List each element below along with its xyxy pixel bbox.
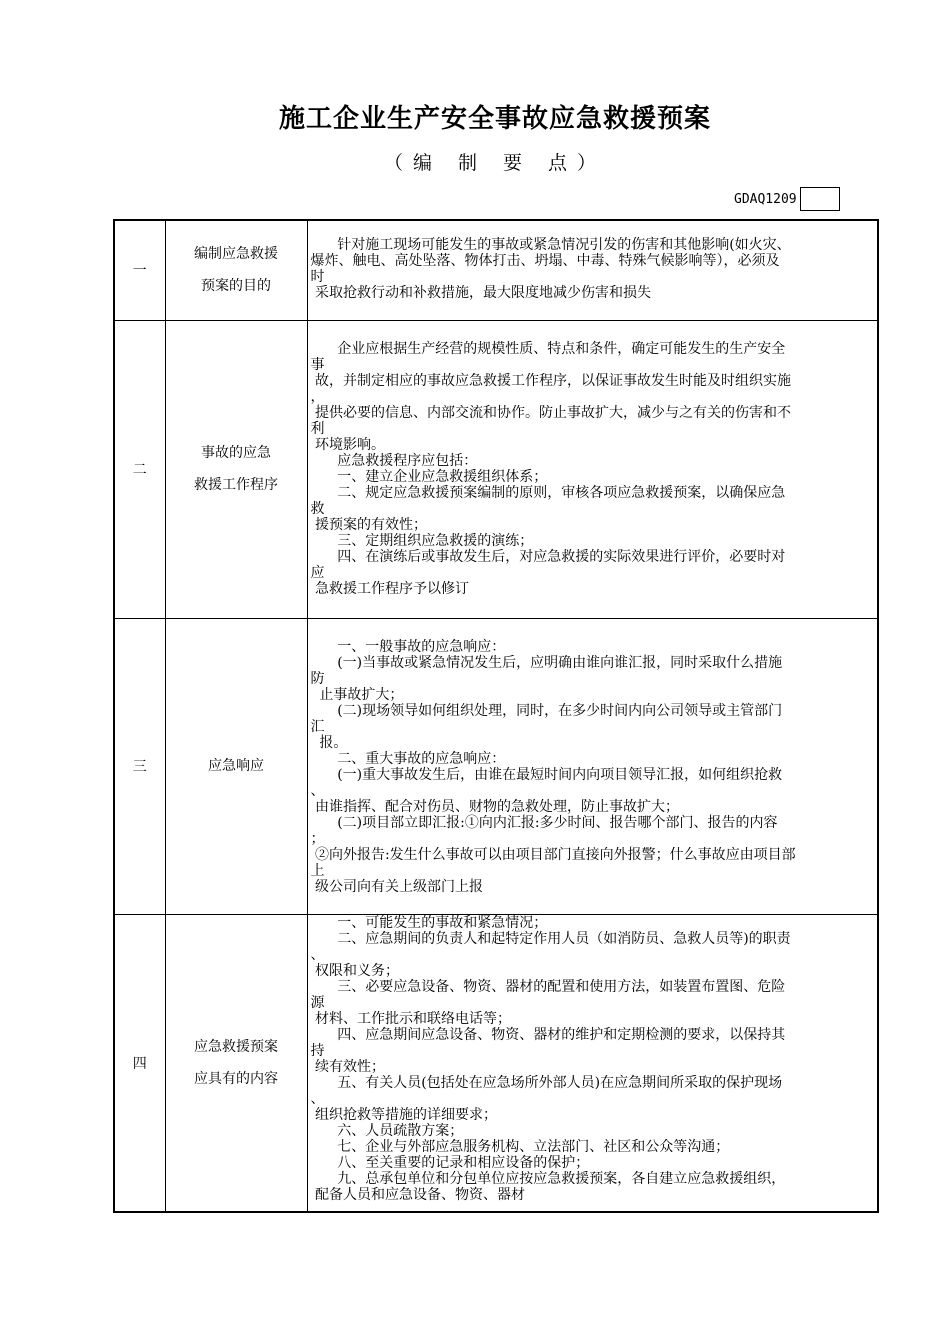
form-code-row [734,187,840,211]
content-line: 二、规定应急救援预案编制的原则，审核各项应急救援预案，以确保应急 [310,484,786,501]
table-row [114,618,878,914]
content-line: 源 [310,994,325,1011]
content-line: 环境影响。 [310,436,385,453]
form-code-box[interactable] [800,187,840,211]
row-heading-line: 救援工作程序 [194,477,278,493]
content-line: 、 [310,946,325,963]
content-line [311,623,875,639]
content-line: 防 [310,670,325,687]
row-heading-line: 事故的应急 [201,445,271,461]
content-line: 组织抢救等措施的详细要求； [310,1106,497,1123]
content-line: 采取抢救行动和补救措施，最大限度地减少伤害和损失 [310,285,651,301]
content-line: 二、重大事故的应急响应： [310,750,506,767]
content-line: 持 [310,1042,325,1059]
content-line: 急救援工作程序予以修订 [310,580,469,597]
content-line: 五、有关人员(包括处在应急场所外部人员)在应急期间所采取的保护现场 [310,1074,783,1091]
table-row [114,220,878,320]
content-line: ， [310,388,325,405]
document-subtitle: （编 制 要 点） [383,152,607,174]
row-heading-line: 应具有的内容 [194,1070,278,1087]
content-line: 故，并制定相应的事故应急救援工作程序，以保证事故发生时能及时组织实施 [310,372,791,389]
row-heading [165,914,307,1212]
content-line: 汇 [310,718,325,735]
row-heading [165,220,307,320]
content-line: 提供必要的信息、内部交流和协作。防止事故扩大，减少与之有关的伤害和不 [310,404,791,421]
content-line: 企业应根据生产经营的规模性质、特点和条件，确定可能发生的生产安全 [310,340,786,357]
content-line: 应 [310,564,325,581]
content-line: (二)项目部立即汇报:①向内汇报:多少时间、报告哪个部门、报告的内容 [310,814,778,831]
content-line: (一)重大事故发生后，由谁在最短时间内向项目领导汇报，如何组织抢救 [310,766,783,783]
content-line: 由谁指挥、配合对伤员、财物的急救处理，防止事故扩大； [310,798,679,815]
content-line: 、 [310,1090,325,1107]
content-line: 四、在演练后或事故发生后，对应急救援的实际效果进行评价，必要时对 [310,548,786,565]
content-line: 配备人员和应急设备、物资、器材 [310,1186,525,1203]
content-line: 九、总承包单位和分包单位应按应急救援预案，各自建立应急救援组织， [310,1170,786,1187]
table-row [114,914,878,1212]
content-line: 六、人员疏散方案； [310,1122,464,1139]
content-line: 援预案的有效性； [310,516,427,533]
plan-table [113,219,879,1213]
content-line: 止事故扩大； [310,686,404,703]
document-title: 施工企业生产安全事故应急救援预案 [278,104,711,134]
row-number: 四 [114,914,165,1212]
row-heading [165,320,307,618]
content-line: 八、至关重要的记录和相应设备的保护； [310,1154,590,1171]
row-content [307,618,878,914]
content-line: 应急救援程序应包括： [310,452,478,469]
content-line: 一、可能发生的事故和紧急情况； [310,914,548,931]
content-line: 三、定期组织应急救援的演练； [310,532,534,549]
content-line: 报。 [310,734,348,751]
content-line: 爆炸、触电、高处坠落、物体打击、坍塌、中毒、特殊气候影响等），必须及 [310,253,780,269]
content-line: 续有效性； [310,1058,385,1075]
form-code: GDAQ1209 [734,191,797,207]
content-line: ②向外报告:发生什么事故可以由项目部门直接向外报警；什么事故应由项目部 [310,846,796,863]
content-line: 一、建立企业应急救援组织体系； [310,468,548,485]
row-heading-line: 应急救援预案 [194,1038,278,1055]
content-line [311,325,875,341]
row-heading-line: 预案的目的 [201,278,271,295]
content-line: ； [310,830,325,847]
row-heading-line: 应急响应 [208,758,264,774]
row-number: 一 [114,220,165,320]
content-line: 四、应急期间应急设备、物资、器材的维护和定期检测的要求，以保持其 [310,1026,786,1043]
row-number: 二 [114,320,165,618]
content-line: 材料、工作批示和联络电话等； [310,1010,511,1027]
content-line: 救 [310,500,325,517]
content-line: 三、必要应急设备、物资、器材的配置和使用方法，如装置布置图、危险 [310,978,786,995]
content-line: 权限和义务； [310,962,399,979]
content-line: (一)当事故或紧急情况发生后，应明确由谁向谁汇报，同时采取什么措施 [310,654,783,671]
content-line: 事 [310,356,325,373]
content-line: 上 [310,862,325,879]
row-heading-line: 编制应急救援 [194,246,278,263]
content-line: 利 [310,420,325,437]
content-line: 七、企业与外部应急服务机构、立法部门、社区和公众等沟通； [310,1138,730,1155]
content-line: 针对施工现场可能发生的事故或紧急情况引发的伤害和其他影响(如火灾、 [310,237,791,253]
content-line: 二、应急期间的负责人和起特定作用人员（如消防员、急救人员等)的职责 [310,930,791,947]
content-line: 级公司向有关上级部门上报 [310,878,483,895]
content-line: 时 [310,269,325,285]
row-content [307,320,878,618]
row-heading [165,618,307,914]
row-number: 三 [114,618,165,914]
content-line: (二)现场领导如何组织处理，同时，在多少时间内向公司领导或主管部门 [310,702,783,719]
table-row [114,320,878,618]
content-line: 一、一般事故的应急响应： [310,638,506,655]
content-line: 、 [310,782,325,799]
row-content [307,914,878,1212]
row-content [307,220,878,320]
